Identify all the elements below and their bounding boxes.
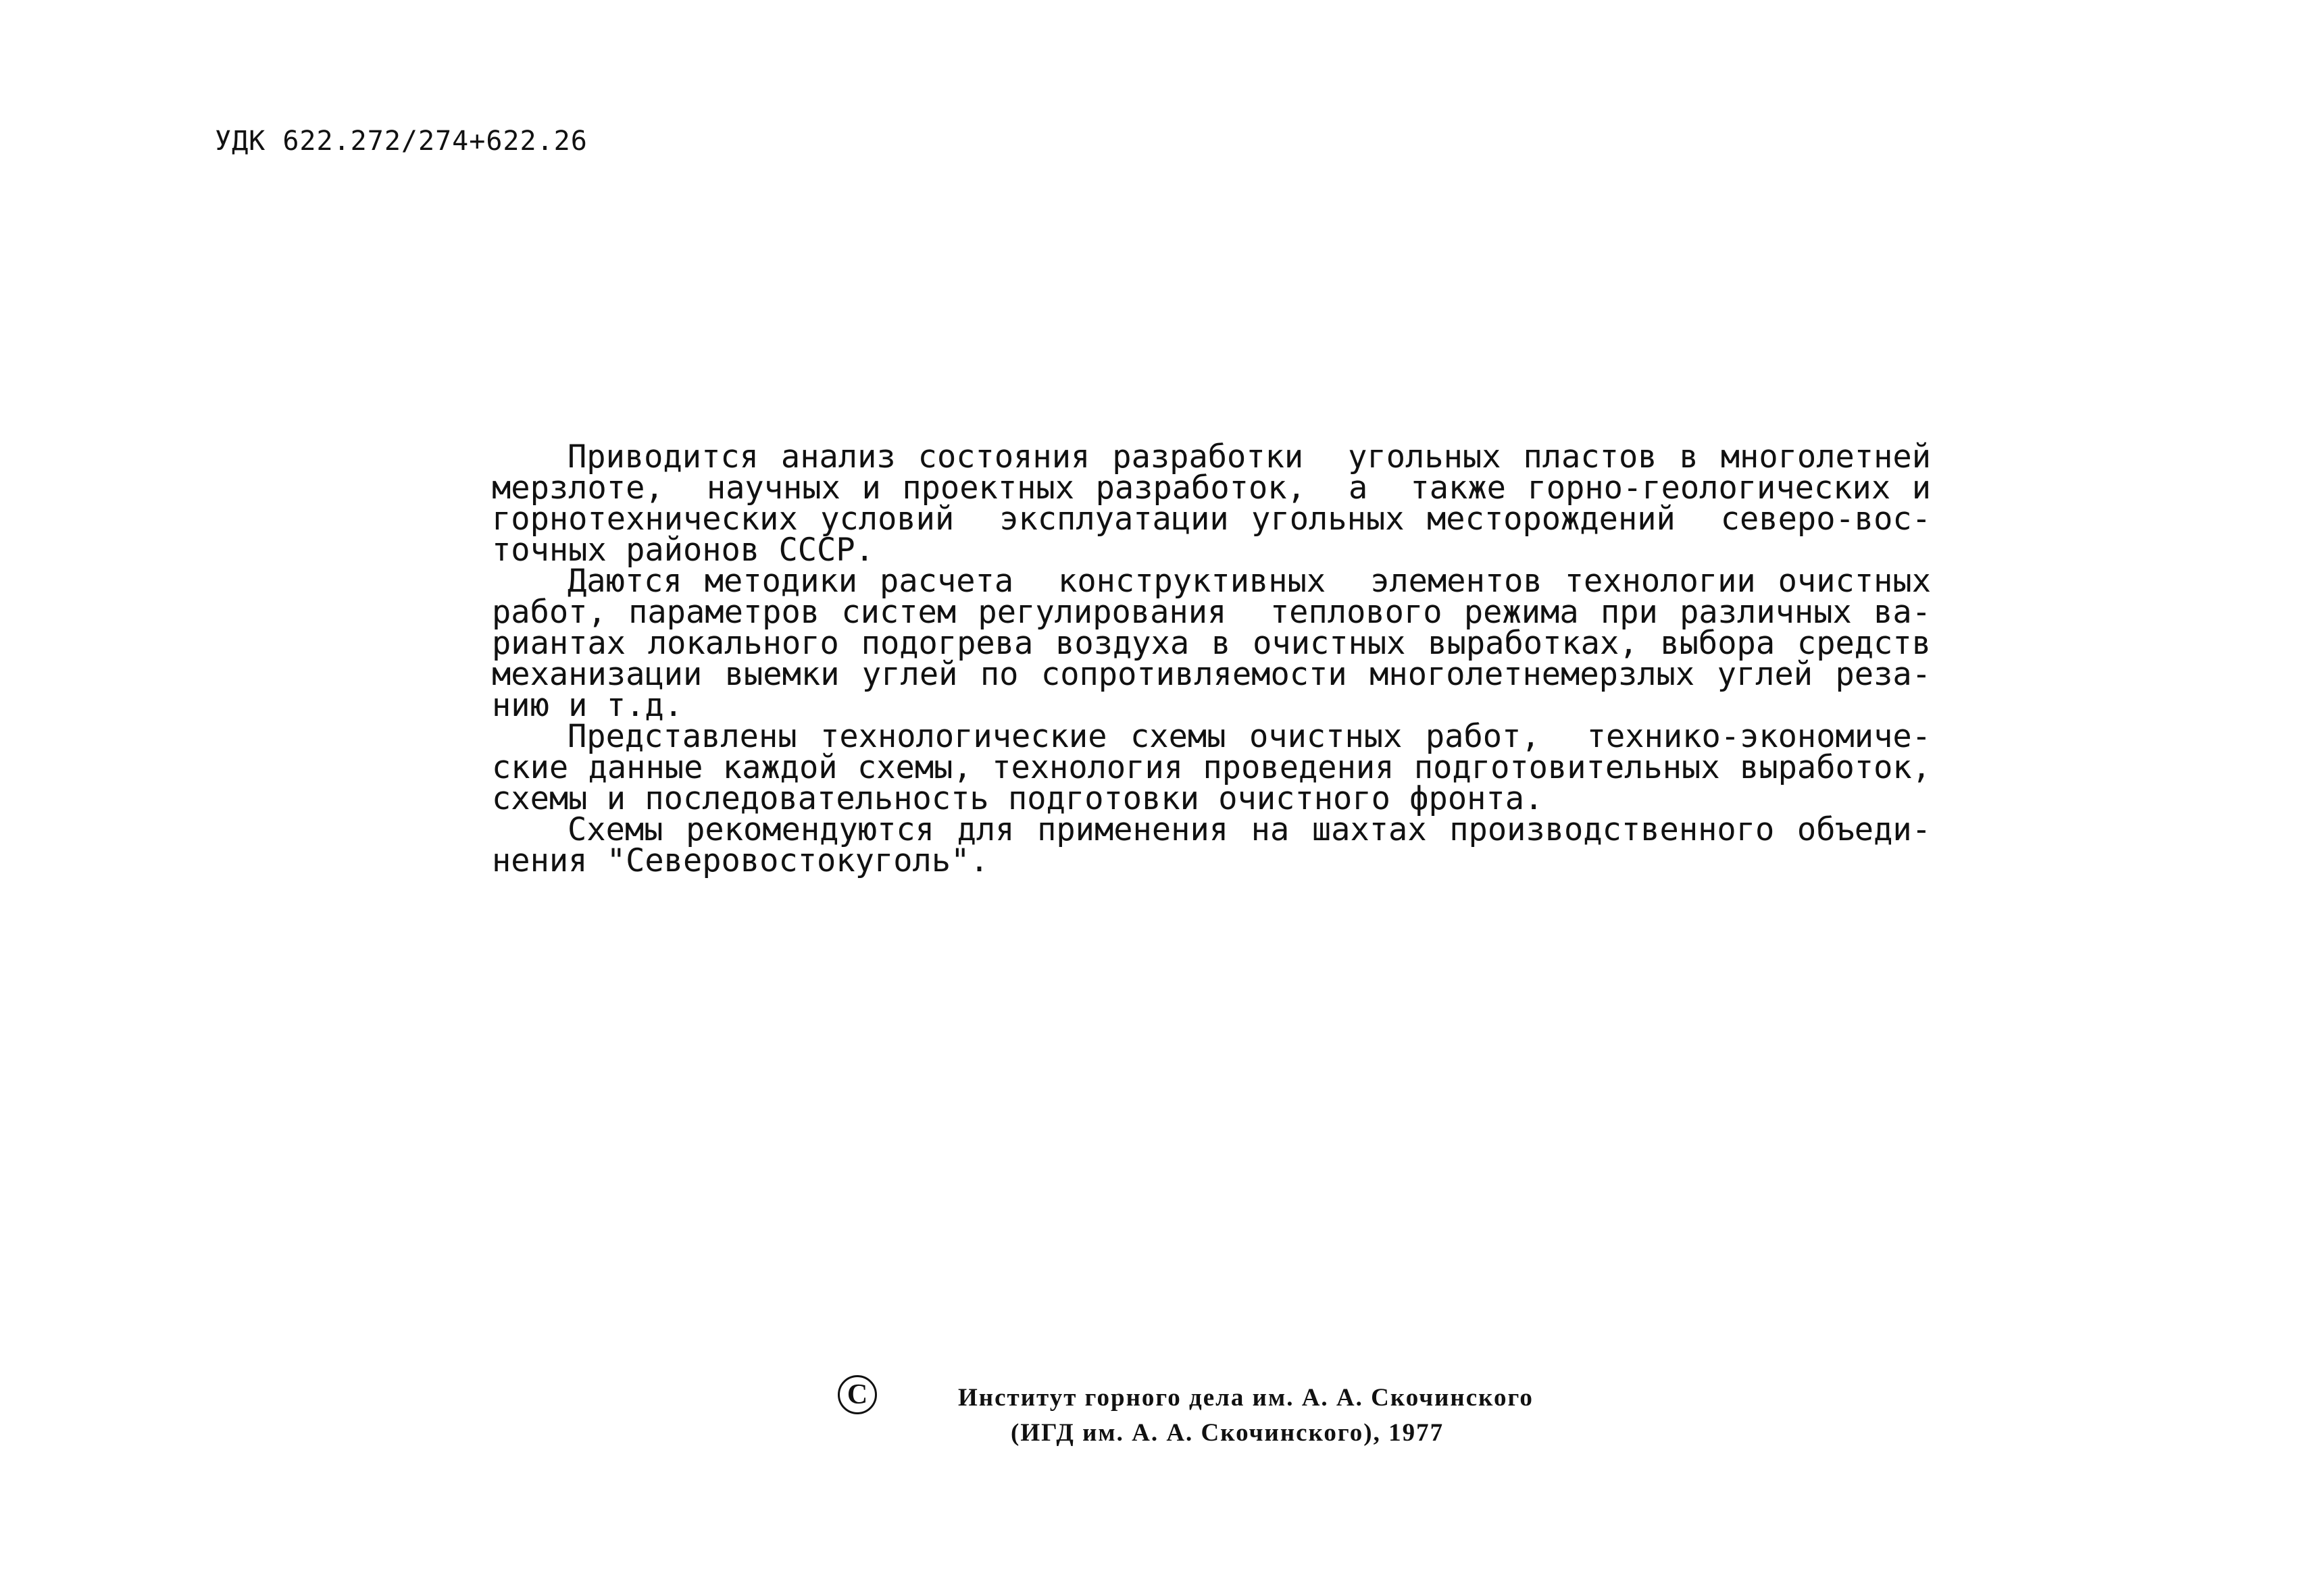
abstract-line: горнотехнических условий эксплуатации угольных месторождений северо-вос-: [492, 500, 1931, 538]
abstract-line: работ, параметров систем регулирования теплового режима при различных ва-: [492, 594, 1931, 631]
publisher-name: Институт горного дела им. А. А. Скочинского: [958, 1384, 1534, 1412]
abstract-line: мерзлоте, научных и проектных разработок, а также горно-геологических и: [492, 469, 1931, 507]
abstract-line: Представлены технологические схемы очистных работ, технико-экономиче-: [568, 718, 1931, 755]
abstract-line: ские данные каждой схемы, технология проведения подготовительных выработок,: [492, 749, 1931, 786]
abstract-line: нию и т.д.: [492, 687, 683, 724]
abstract-text: [492, 438, 1931, 879]
publisher-info: [958, 1381, 1566, 1451]
abstract-line: Приводится анализ состояния разработки угольных пластов в многолетней: [568, 438, 1931, 475]
publisher-year: (ИГД им. А. А. Скочинского), 1977: [1011, 1419, 1444, 1447]
udk-code: УДК 622.272/274+622.26: [215, 126, 588, 157]
abstract-line: Даются методики расчета конструктивных элементов технологии очистных: [568, 563, 1931, 600]
abstract-line: Схемы рекомендуются для применения на шахтах производственного объеди-: [568, 811, 1931, 848]
copyright-icon: C: [838, 1375, 877, 1414]
abstract-paragraph-2: [492, 563, 1931, 724]
abstract-line: нения "Северовостокуголь".: [492, 842, 989, 879]
abstract-line: схемы и последовательность подготовки очистного фронта.: [492, 780, 1544, 817]
abstract-line: механизации выемки углей по сопротивляемости многолетнемерзлых углей реза-: [492, 656, 1931, 693]
abstract-paragraph-4: [492, 811, 1931, 879]
abstract-line: риантах локального подогрева воздуха в очистных выработках, выбора средств: [492, 625, 1931, 662]
abstract-line: точных районов СССР.: [492, 532, 874, 569]
abstract-paragraph-3: [492, 718, 1931, 817]
abstract-paragraph-1: [492, 438, 1931, 569]
copyright-block: [838, 1375, 1649, 1463]
